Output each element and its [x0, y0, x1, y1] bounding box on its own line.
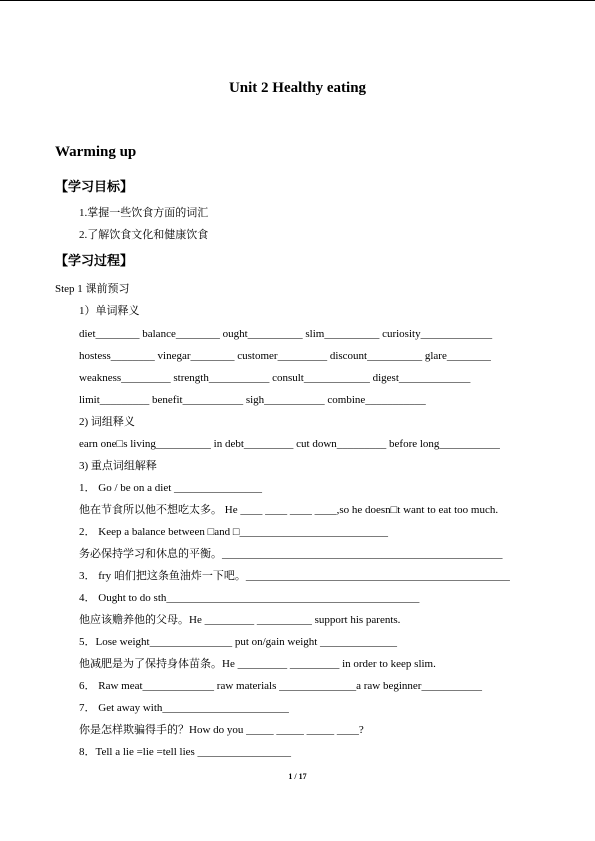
exercise-line: 6． Raw meat_____________ raw materials ______________a raw beginner___________ — [79, 680, 482, 692]
page-title: Unit 2 Healthy eating — [228, 80, 367, 96]
sub-heading-key-phrases: 3) 重点词组解释 — [79, 460, 157, 472]
goal-item-2: 2.了解饮食文化和健康饮食 — [79, 229, 209, 241]
exercise-line: 他在节食所以他不想吃太多。 He ____ ____ ____ ____,so he doesn□t want to eat too much. — [79, 504, 499, 516]
section-heading: Warming up — [55, 144, 137, 160]
page-number: 1 / 17 — [288, 772, 307, 781]
top-rule — [0, 0, 595, 1]
exercise-line: 8．Tell a lie =lie =tell lies _________________ — [79, 746, 292, 758]
exercise-line: 你是怎样欺骗得手的？How do you _____ _____ _____ ____? — [79, 724, 364, 736]
process-header: 【学习过程】 — [55, 253, 134, 268]
goal-item-1: 1.掌握一些饮食方面的词汇 — [79, 207, 209, 219]
exercise-line: 2． Keep a balance between □and □___________________________ — [79, 526, 388, 538]
vocab-line: hostess________ vinegar________ customer_________ discount__________ glare________ — [79, 350, 491, 362]
exercise-line: 务必保持学习和休息的平衡。___________________________________________________ — [79, 548, 503, 560]
exercise-line: 3． fry 咱们把这条鱼油炸一下吧。________________________________________________ — [79, 570, 510, 582]
exercise-line: 4． Ought to do sth______________________________________________ — [79, 592, 420, 604]
exercise-line: 7． Get away with_______________________ — [79, 702, 289, 714]
vocab-line: weakness_________ strength___________ consult____________ digest_____________ — [79, 372, 471, 384]
exercise-line: 他减肥是为了保持身体苗条。He _________ _________ in order to keep slim. — [79, 658, 436, 670]
sub-heading-phrases: 2) 词组释义 — [79, 416, 135, 428]
vocab-line: limit_________ benefit___________ sigh___________ combine___________ — [79, 394, 426, 406]
step-heading: Step 1 课前预习 — [55, 283, 130, 295]
goals-header: 【学习目标】 — [55, 179, 134, 194]
sub-heading-vocab: 1）单词释义 — [79, 305, 140, 317]
phrase-line: earn one□s living__________ in debt_________ cut down_________ before long___________ — [79, 438, 500, 450]
exercise-line: 5．Lose weight_______________ put on/gain weight ______________ — [79, 636, 398, 648]
vocab-line: diet________ balance________ ought__________ slim__________ curiosity_____________ — [79, 328, 493, 340]
exercise-line: 1． Go / be on a diet ________________ — [79, 482, 263, 494]
exercise-line: 他应该赡养他的父母。He _________ __________ support his parents. — [79, 614, 401, 626]
